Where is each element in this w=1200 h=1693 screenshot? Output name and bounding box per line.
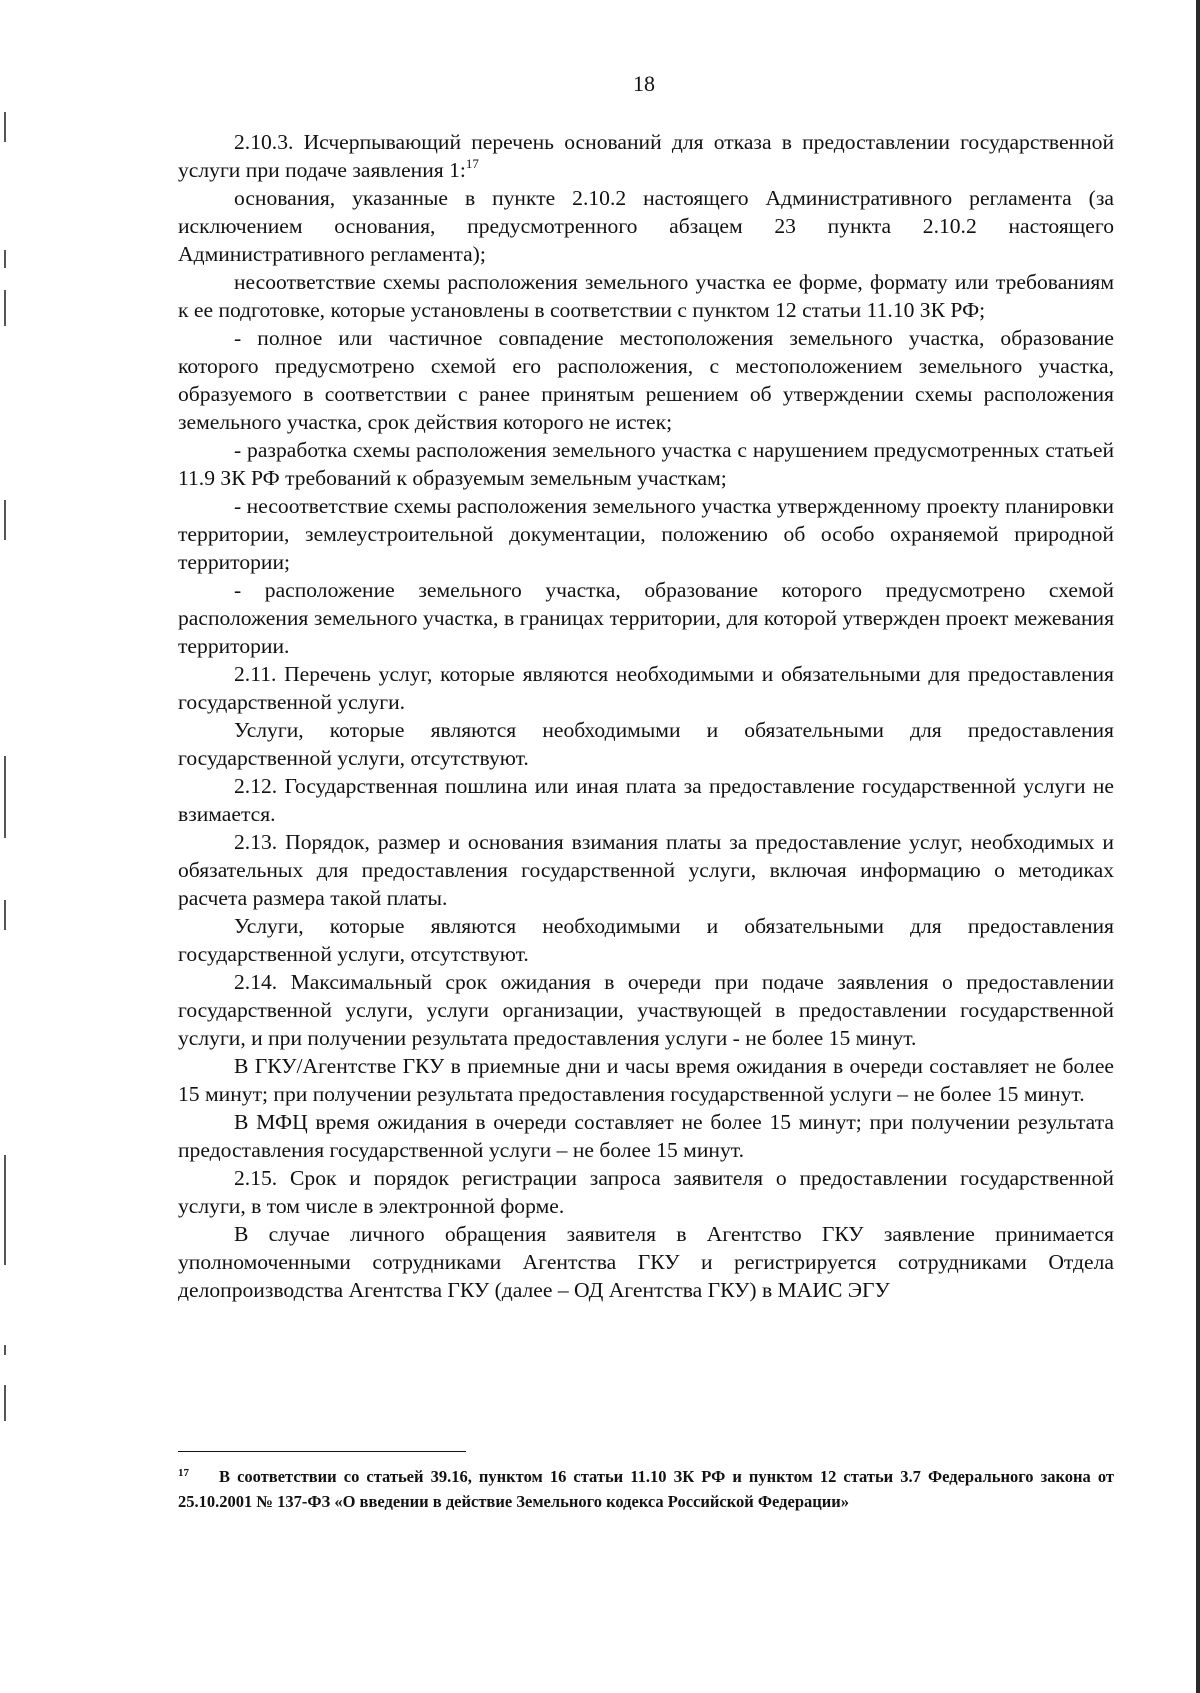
paragraph: - полное или частичное совпадение местоположения земельного участка, образование которого предусмотрено схемой его расположения, с местоположением земельного участка, образуемого в соответствии с ранее принятым решением об утверждении схемы расположения земельного участка, срок действия которого не истек; xyxy=(178,326,1114,434)
paragraph: 2.12. Государственная пошлина или иная плата за предоставление государственной услуги не взимается. xyxy=(178,774,1114,826)
scan-right-edge xyxy=(1196,0,1200,1693)
paragraph: 2.14. Максимальный срок ожидания в очереди при подаче заявления о предоставлении государственной услуги, услуги организации, участвующей в предоставлении государственной услуги, и при получении результата предоставления услуги - не более 15 минут. xyxy=(178,970,1114,1050)
paragraph: В МФЦ время ожидания в очереди составляет не более 15 минут; при получении результата предоставления государственной услуги – не более 15 минут. xyxy=(178,1110,1114,1162)
paragraph: Услуги, которые являются необходимыми и обязательными для предоставления государственной услуги, отсутствуют. xyxy=(178,718,1114,770)
paragraph: В ГКУ/Агентстве ГКУ в приемные дни и часы время ожидания в очереди составляет не более 15 минут; при получении результата предоставления государственной услуги – не более 15 минут. xyxy=(178,1054,1114,1106)
footnote xyxy=(178,1464,1114,1514)
main-text xyxy=(178,128,1114,1304)
footnote-mark: 17 xyxy=(178,1467,189,1479)
paragraph-text: 2.10.3. Исчерпывающий перечень оснований для отказа в предоставлении государственной услуги при подаче заявления 1: xyxy=(178,130,1114,182)
paragraph: 2.13. Порядок, размер и основания взимания платы за предоставление услуг, необходимых и обязательных для предоставления государственной услуги, включая информацию о методиках расчета размера такой платы. xyxy=(178,830,1114,910)
paragraph: Услуги, которые являются необходимыми и обязательными для предоставления государственной услуги, отсутствуют. xyxy=(178,914,1114,966)
paragraph: 2.15. Срок и порядок регистрации запроса заявителя о предоставлении государственной услуги, в том числе в электронной форме. xyxy=(178,1166,1114,1218)
footnote-reference[interactable]: 17 xyxy=(465,156,479,171)
paragraph xyxy=(178,128,1114,184)
scan-left-margin-marks xyxy=(0,0,10,1693)
paragraph: - разработка схемы расположения земельного участка с нарушением предусмотренных статьей 11.9 ЗК РФ требований к образуемым земельным участкам; xyxy=(178,438,1114,490)
paragraph: - расположение земельного участка, образование которого предусмотрено схемой расположения земельного участка, в границах территории, для которой утвержден проект межевания территории. xyxy=(178,578,1114,658)
paragraph: В случае личного обращения заявителя в Агентство ГКУ заявление принимается уполномоченными сотрудниками Агентства ГКУ и регистрируется сотрудниками Отдела делопроизводства Агентства ГКУ (далее – ОД Агентства ГКУ) в МАИС ЭГУ xyxy=(178,1222,1114,1302)
paragraph: 2.11. Перечень услуг, которые являются необходимыми и обязательными для предоставления государственной услуги. xyxy=(178,662,1114,714)
paragraph: основания, указанные в пункте 2.10.2 настоящего Административного регламента (за исключением основания, предусмотренного абзацем 23 пункта 2.10.2 настоящего Административного регламента); xyxy=(178,186,1114,266)
footnote-separator xyxy=(178,1451,466,1452)
page-number: 18 xyxy=(633,71,655,96)
paragraph: - несоответствие схемы расположения земельного участка утвержденному проекту планировки территории, землеустроительной документации, положению об особо охраняемой природной территории; xyxy=(178,494,1114,574)
paragraph: несоответствие схемы расположения земельного участка ее форме, формату или требованиям к ее подготовке, которые установлены в соответствии с пунктом 12 статьи 11.10 ЗК РФ; xyxy=(178,270,1114,322)
footnote-text: В соответствии со статьей 39.16, пунктом 16 статьи 11.10 ЗК РФ и пунктом 12 статьи 3.7 Федерального закона от 25.10.2001 № 137-ФЗ «О введении в действие Земельного кодекса Российской Федерации» xyxy=(178,1467,1114,1511)
